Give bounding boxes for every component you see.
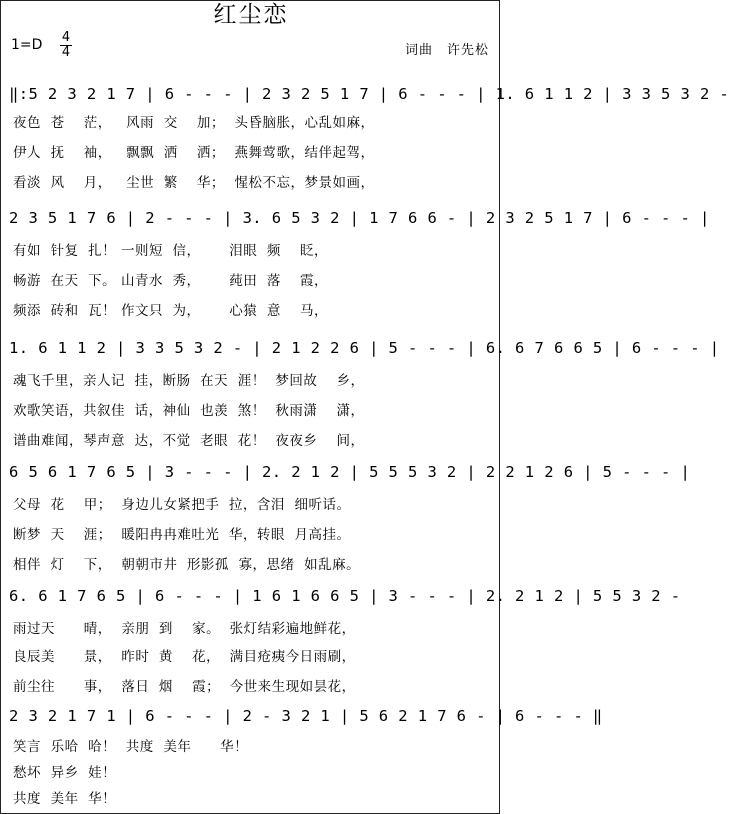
lyric-verse-3: 谱曲难闻，琴声意 达，不觉 老眼 花！ 夜夜乡 间，: [13, 433, 365, 449]
notation-line: ‖:5 2 3 2 1 7 | 6 - - - | 2 3 2 5 1 7 | 6 - - - | 1. 6 1 1 2 | 3 3 5 3 2 -: [9, 85, 729, 103]
lyric-verse-2: 伊人 抚 袖， 飘飘 洒 洒； 燕舞莺歌，结伴起驾，: [13, 145, 375, 161]
lyric-verse-1: 夜色 苍 茫， 风雨 交 加； 头昏脑胀，心乱如麻，: [13, 115, 375, 131]
lyric-verse-2: 良辰美 景， 昨时 黄 花， 满目疮痍今日雨刷，: [13, 649, 356, 665]
lyric-verse-1: 笑言 乐哈 哈！ 共度 美年 华！: [13, 739, 249, 755]
time-sig-bottom: 4: [61, 45, 71, 60]
song-title: 红尘恋: [213, 2, 289, 28]
lyric-verse-2: 断梦 天 涯； 暖阳冉冉难吐光 华，转眼 月高挂。: [13, 527, 351, 543]
lyric-verse-3: 前尘往 事， 落日 烟 霞； 今世来生现如昙花，: [13, 679, 356, 695]
notation-line: 6 5 6 1 7 6 5 | 3 - - - | 2. 2 1 2 | 5 5 5 3 2 | 2 2 1 2 6 | 5 - - - |: [9, 463, 691, 481]
lyric-verse-1: 父母 花 甲； 身边儿女紧把手 拉，含泪 细听话。: [13, 497, 351, 513]
lyric-verse-3: 共度 美年 华！: [13, 791, 117, 807]
composer-credit: 词曲 许先松: [404, 43, 489, 58]
lyric-verse-3: 相伴 灯 下， 朝朝市井 形影孤 寡，思绪 如乱麻。: [13, 557, 361, 573]
lyric-verse-2: 畅游 在天 下。 山青水 秀， 莼田 落 霞，: [13, 273, 329, 289]
notation-line: 2 3 5 1 7 6 | 2 - - - | 3. 6 5 3 2 | 1 7 6 6 - | 2 3 2 5 1 7 | 6 - - - |: [9, 209, 710, 227]
lyric-verse-3: 看淡 风 月， 尘世 繁 华； 惺松不忘，梦景如画，: [13, 175, 375, 191]
notation-line: 1. 6 1 1 2 | 3 3 5 3 2 - | 2 1 2 2 6 | 5 - - - | 6. 6 7 6 6 5 | 6 - - - |: [9, 339, 720, 357]
lyric-verse-1: 雨过天 晴， 亲朋 到 家。 张灯结彩遍地鲜花，: [13, 621, 356, 637]
lyric-verse-2: 欢歌笑语，共叙佳 话，神仙 也羡 煞！ 秋雨潇 潇，: [13, 403, 365, 419]
time-sig-top: 4: [61, 30, 71, 45]
lyric-verse-2: 愁坏 异乡 娃！: [13, 765, 117, 781]
lyric-verse-1: 有如 针复 扎！ 一则短 信， 泪眼 频 眨，: [13, 243, 329, 259]
key-signature: 1=D: [11, 37, 43, 53]
time-signature: [59, 31, 73, 60]
notation-line: 2 3 2 1 7 1 | 6 - - - | 2 - 3 2 1 | 5 6 2 1 7 6 - | 6 - - - ‖: [9, 707, 603, 725]
lyric-verse-3: 频添 砖和 瓦！ 作文只 为， 心猿 意 马，: [13, 303, 329, 319]
lyric-verse-1: 魂飞千里，亲人记 挂，断肠 在天 涯！ 梦回故 乡，: [13, 373, 365, 389]
notation-line: 6. 6 1 7 6 5 | 6 - - - | 1 6 1 6 6 5 | 3 - - - | 2. 2 1 2 | 5 5 3 2 -: [9, 587, 681, 605]
